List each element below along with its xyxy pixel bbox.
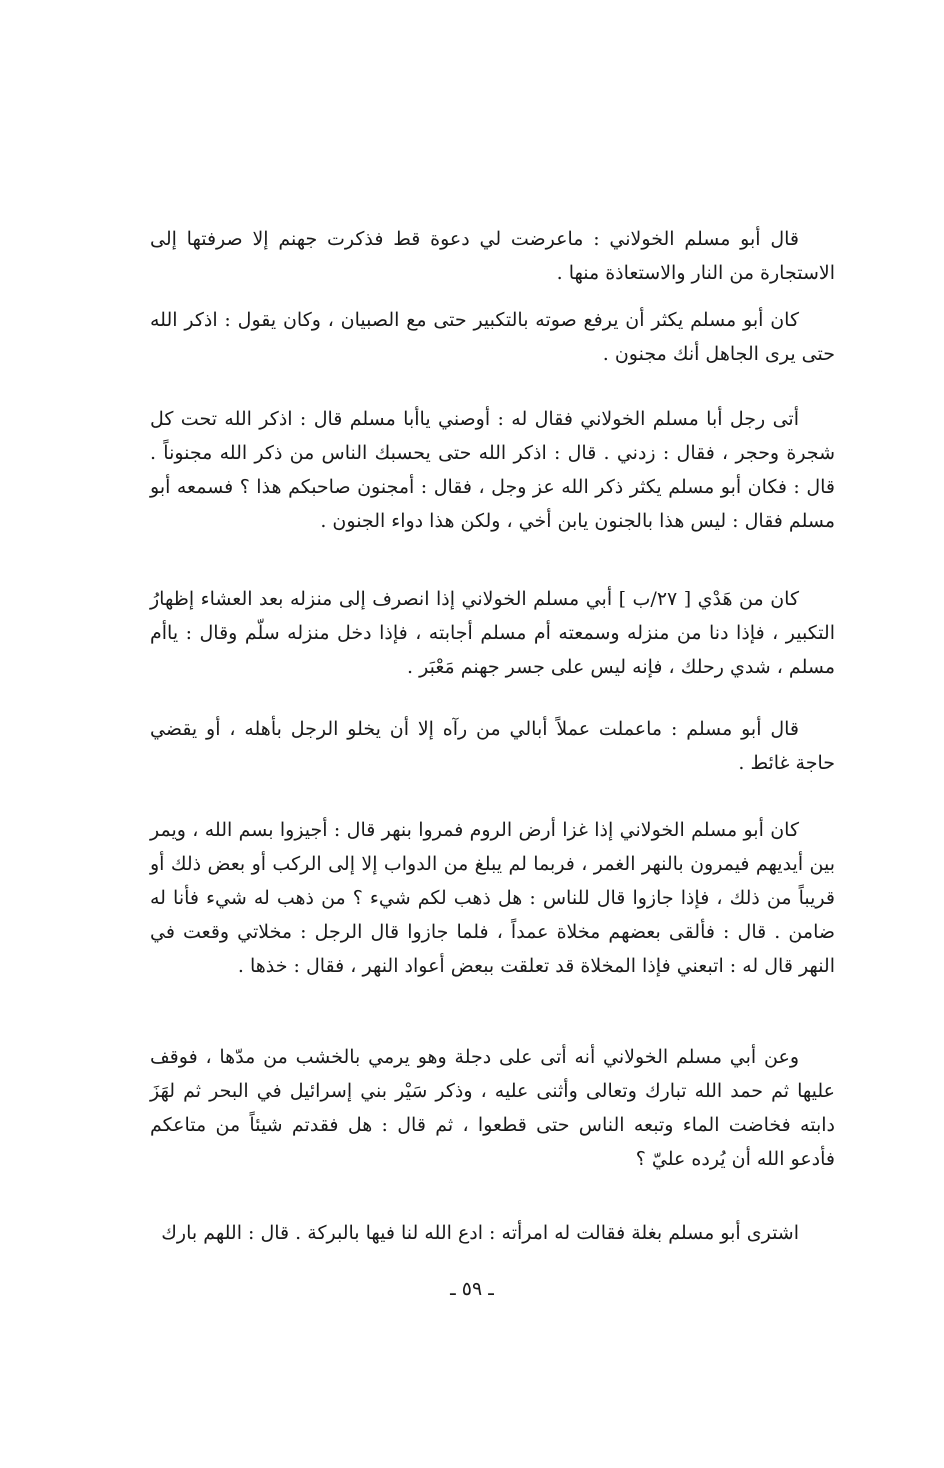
- paragraph-text: كان من هَدْي [ ٢٧/ب ] أبي مسلم الخولاني إذا انصرف إلى منزله بعد العشاء إظهارُ التكبير ، فإذا دنا من منزله وسمعته أم مسلم أجابته ، فإذا دخل منزله سلّم وقال : ياأم مسلم ، شدي رحلك ، فإنه ليس على جسر جهنم مَعْبَر .: [150, 588, 835, 678]
- paragraph-6: [150, 813, 835, 983]
- paragraph-text: كان أبو مسلم يكثر أن يرفع صوته بالتكبير حتى مع الصبيان ، وكان يقول : اذكر الله حتى يرى الجاهل أنك مجنون .: [150, 309, 835, 365]
- paragraph-8: [150, 1216, 835, 1250]
- paragraph-2: [150, 303, 835, 371]
- page-number: ـ ٥٩ ـ: [450, 1278, 494, 1300]
- paragraph-3: [150, 402, 835, 538]
- paragraph-4: [150, 582, 835, 684]
- paragraph-text: وعن أبي مسلم الخولاني أنه أتى على دجلة وهو يرمي بالخشب من مدّها ، فوقف عليها ثم حمد الله تبارك وتعالى وأثنى عليه ، وذكر سَيْر بني إسرائيل في البحر ثم لهَزَ دابته فخاضت الماء وتبعه الناس حتى قطعوا ، ثم قال : هل فقدتم شيئاً من متاعكم فأدعو الله أن يُرده عليّ ؟: [150, 1046, 835, 1170]
- paragraph-5: [150, 712, 835, 780]
- paragraph-text: كان أبو مسلم الخولاني إذا غزا أرض الروم فمروا بنهر قال : أجيزوا بسم الله ، ويمر بين أيديهم فيمرون بالنهر الغمر ، فربما لم يبلغ من الدواب إلا إلى الركب أو بعض ذلك أو قريباً من ذلك ، فإذا جازوا قال للناس : هل ذهب لكم شيء ؟ من ذهب له شيء فأنا له ضامن . قال : فألقى بعضهم مخلاة عمداً ، فلما جازوا قال الرجل : مخلاتي وقعت في النهر قال له : اتبعني فإذا المخلاة قد تعلقت ببعض أعواد النهر ، فقال : خذها .: [150, 819, 835, 977]
- paragraph-text: قال أبو مسلم الخولاني : ماعرضت لي دعوة قط فذكرت جهنم إلا صرفتها إلى الاستجارة من النار والاستعاذة منها .: [150, 228, 835, 284]
- paragraph-1: [150, 222, 835, 290]
- paragraph-text: اشترى أبو مسلم بغلة فقالت له امرأته : ادع الله لنا فيها بالبركة . قال : اللهم بارك: [161, 1222, 799, 1244]
- paragraph-7: [150, 1040, 835, 1176]
- paragraph-text: أتى رجل أبا مسلم الخولاني فقال له : أوصني ياأبا مسلم قال : اذكر الله تحت كل شجرة وحجر ، فقال : زدني . قال : اذكر الله حتى يحسبك الناس من ذكر الله مجنوناً . قال : فكان أبو مسلم يكثر ذكر الله عز وجل ، فقال : أمجنون صاحبكم هذا ؟ فسمعه أبو مسلم فقال : ليس هذا بالجنون يابن أخي ، ولكن هذا دواء الجنون .: [150, 408, 835, 532]
- paragraph-text: قال أبو مسلم : ماعملت عملاً أبالي من رآه إلا أن يخلو الرجل بأهله ، أو يقضي حاجة غائط .: [150, 718, 835, 774]
